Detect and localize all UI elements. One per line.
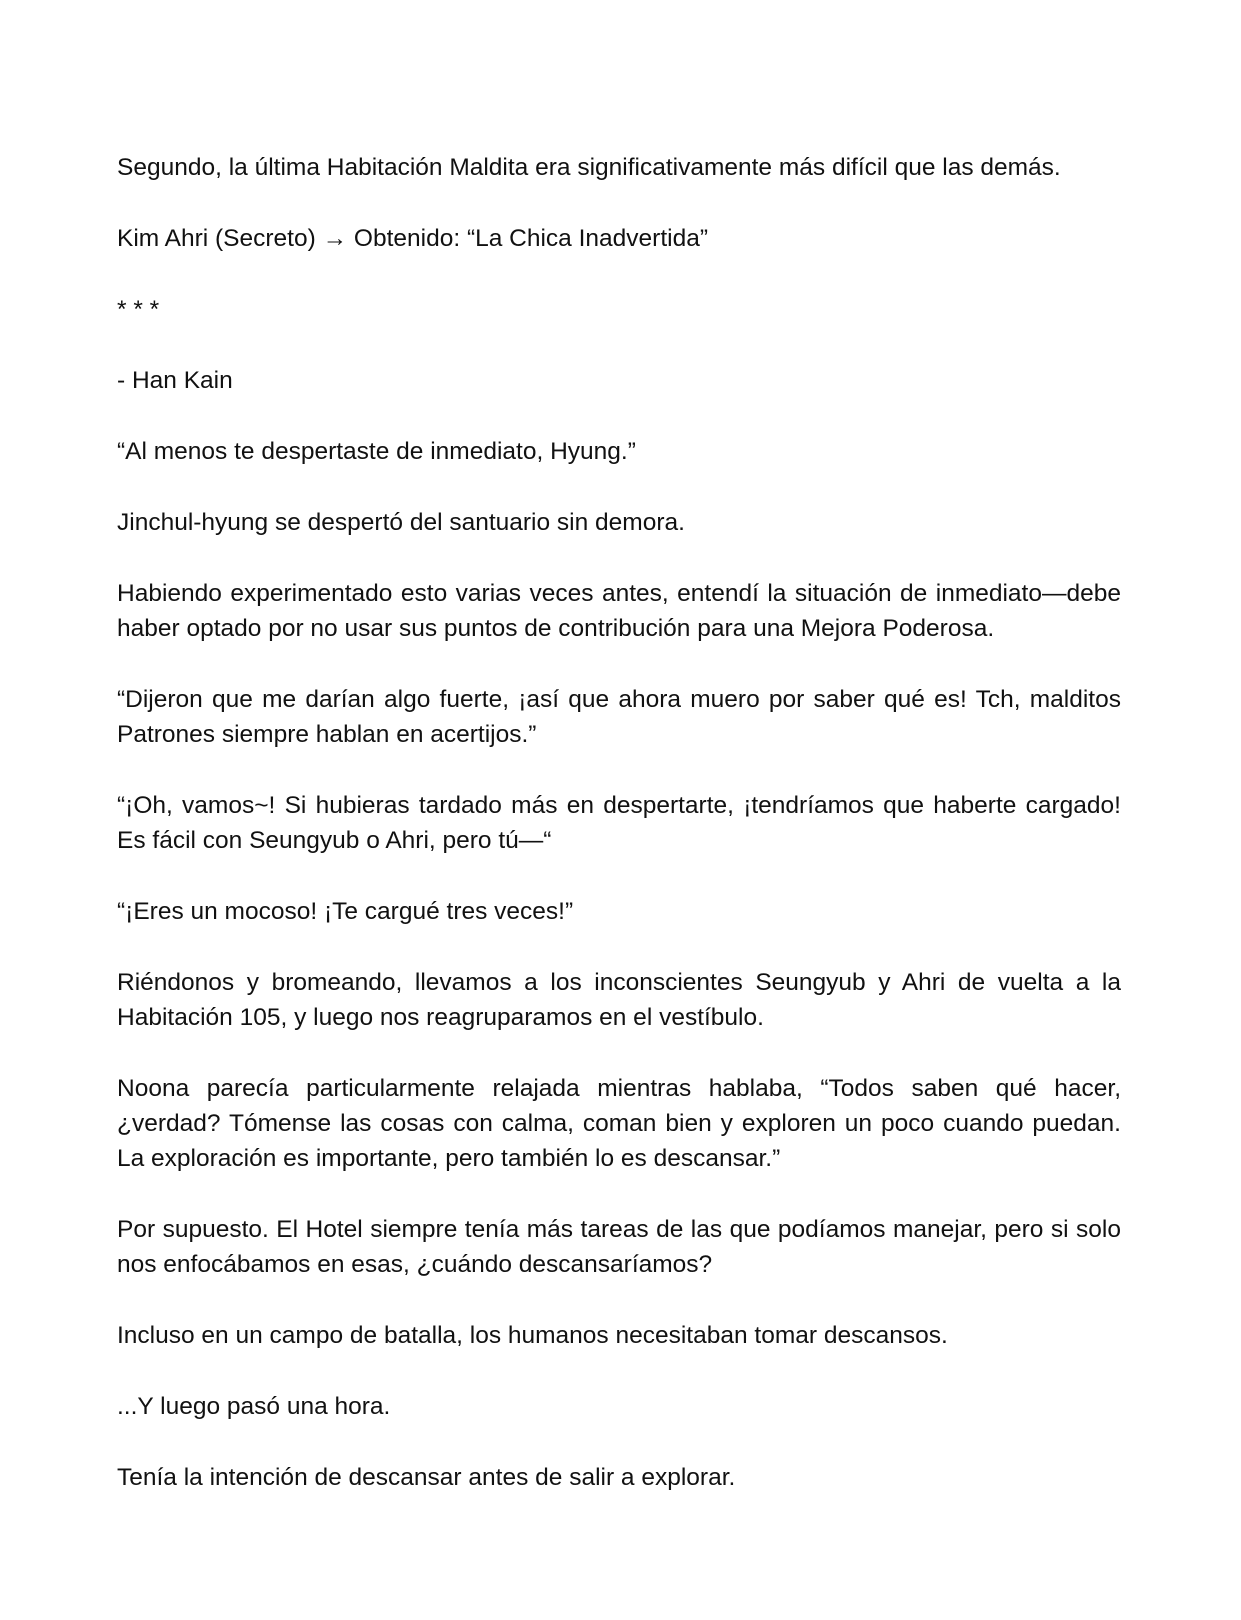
paragraph-11: Riéndonos y bromeando, llevamos a los inconscientes Seungyub y Ahri de vuelta a la Habitación 105, y luego nos reagruparamos en el vestíbulo. (117, 969, 1121, 1031)
paragraph-1: Segundo, la última Habitación Maldita era significativamente más difícil que las demás. (117, 154, 1061, 181)
paragraph-12: Noona parecía particularmente relajada mientras hablaba, “Todos saben qué hacer, ¿verdad? Tómense las cosas con calma, coman bien y exploren un poco cuando puedan. La exploración es importante, pero también lo es descansar.” (117, 1075, 1121, 1172)
paragraph-8: “Dijeron que me darían algo fuerte, ¡así que ahora muero por saber qué es! Tch, malditos Patrones siempre hablan en acertijos.” (117, 686, 1121, 748)
paragraph-15: ...Y luego pasó una hora. (117, 1393, 391, 1420)
paragraph-2: Kim Ahri (Secreto) → Obtenido: “La Chica Inadvertida” (117, 225, 708, 252)
paragraph-6: Jinchul-hyung se despertó del santuario sin demora. (117, 509, 685, 536)
paragraph-9: “¡Oh, vamos~! Si hubieras tardado más en despertarte, ¡tendríamos que haberte cargado! Es fácil con Seungyub o Ahri, pero tú—“ (117, 792, 1121, 854)
paragraph-14: Incluso en un campo de batalla, los humanos necesitaban tomar descansos. (117, 1322, 948, 1349)
paragraph-5: “Al menos te despertaste de inmediato, Hyung.” (117, 438, 636, 465)
scene-break: * * * (117, 296, 160, 323)
paragraph-13: Por supuesto. El Hotel siempre tenía más tareas de las que podíamos manejar, pero si solo nos enfocábamos en esas, ¿cuándo descansaríamos? (117, 1216, 1121, 1278)
paragraph-10: “¡Eres un mocoso! ¡Te cargué tres veces!” (117, 898, 574, 925)
paragraph-16: Tenía la intención de descansar antes de salir a explorar. (117, 1464, 736, 1491)
document-page (117, 150, 1121, 1495)
paragraph-pov-header: - Han Kain (117, 367, 233, 394)
paragraph-7: Habiendo experimentado esto varias veces antes, entendí la situación de inmediato—debe haber optado por no usar sus puntos de contribución para una Mejora Poderosa. (117, 580, 1121, 642)
